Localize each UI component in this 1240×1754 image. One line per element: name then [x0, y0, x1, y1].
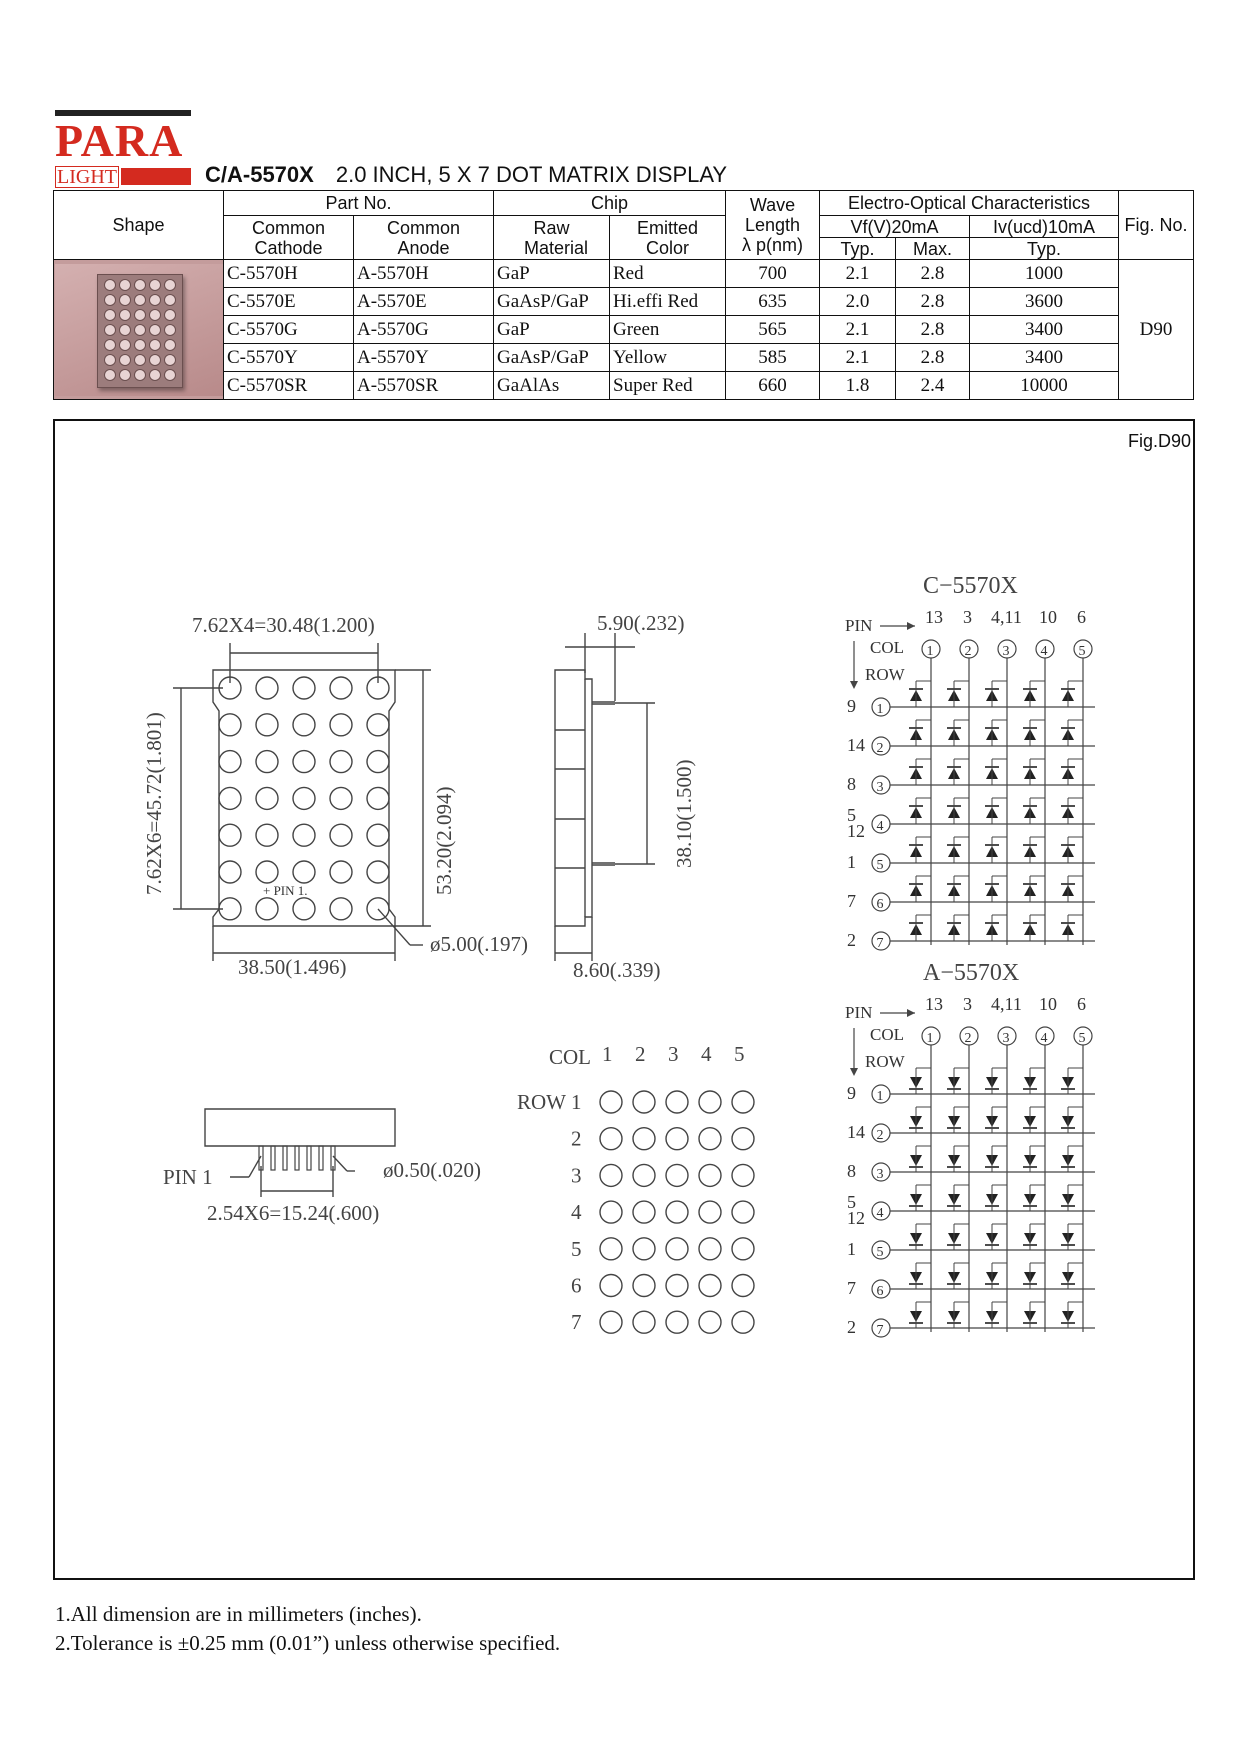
col-pin-num: 4,11 [991, 994, 1022, 1014]
row-pin-num: 1 [847, 852, 856, 872]
cell-color: Yellow [610, 344, 726, 372]
schematic-pin-label: PIN [845, 616, 873, 635]
cell-color: Super Red [610, 372, 726, 400]
row-pin-num: 14 [847, 735, 865, 755]
dotmap-dot [732, 1201, 754, 1223]
dim-side-height: 38.10(1.500) [672, 759, 696, 868]
row-pin-num: 12 [847, 1208, 865, 1228]
dotmap-dot [633, 1275, 655, 1297]
dotmap-dot [666, 1275, 688, 1297]
cell-wave: 635 [726, 288, 820, 316]
front-dot [367, 898, 389, 920]
dotmap-dot [666, 1201, 688, 1223]
cell-vf-max: 2.4 [896, 372, 970, 400]
dotmap-dot [666, 1238, 688, 1260]
header-emitted-color: Emitted Color [610, 216, 726, 260]
header-part-no: Part No. [224, 191, 494, 216]
photo-dot [164, 279, 176, 291]
col-pin-num: 10 [1039, 994, 1057, 1014]
cell-material: GaAsP/GaP [494, 344, 610, 372]
col-pin-num: 6 [1077, 994, 1086, 1014]
dotmap-dot [732, 1275, 754, 1297]
dotmap-dot [600, 1091, 622, 1113]
col-num: 2 [964, 644, 972, 659]
cell-cathode: C-5570H [224, 260, 354, 288]
photo-dot [119, 294, 131, 306]
cell-vf-max: 2.8 [896, 260, 970, 288]
col-pin-num: 13 [925, 994, 943, 1014]
dotmap-dot [600, 1238, 622, 1260]
schematic-col-label: COL [870, 638, 904, 657]
cell-vf-typ: 2.1 [820, 260, 896, 288]
col-num: 5 [1078, 644, 1086, 659]
cell-anode: A-5570G [354, 316, 494, 344]
cell-anode: A-5570H [354, 260, 494, 288]
dotmap-dot [600, 1164, 622, 1186]
schematic-row-label: ROW [865, 1052, 905, 1071]
dotmap-dot [666, 1164, 688, 1186]
header-vf-typ: Typ. [820, 238, 896, 260]
brand-name: PARA [55, 115, 184, 166]
dotmap-dot [732, 1311, 754, 1333]
front-dot [219, 714, 241, 736]
cell-vf-max: 2.8 [896, 344, 970, 372]
cell-material: GaP [494, 316, 610, 344]
col-num: 1 [926, 1031, 934, 1046]
dotmap-dot [699, 1275, 721, 1297]
row-pin-num: 9 [847, 1083, 856, 1103]
photo-dot [149, 354, 161, 366]
schematic-common-anode [845, 960, 1095, 1338]
front-dot [219, 861, 241, 883]
row-pin-num: 7 [847, 1278, 856, 1298]
photo-dot [134, 339, 146, 351]
photo-dot [104, 369, 116, 381]
col-num: 5 [1078, 1031, 1086, 1046]
dotmap-col-num: 3 [668, 1042, 679, 1066]
dotmap-dot [600, 1311, 622, 1333]
cell-material: GaAlAs [494, 372, 610, 400]
header-iv: Iv(ucd)10mA [970, 216, 1119, 238]
header-vf-max: Max. [896, 238, 970, 260]
dotmap-row-num: 3 [571, 1163, 582, 1188]
row-pin-num: 9 [847, 696, 856, 716]
dotmap-dot [699, 1311, 721, 1333]
col-pin-num: 4,11 [991, 607, 1022, 627]
cell-wave: 660 [726, 372, 820, 400]
row-arrow-head [850, 1068, 858, 1076]
pin-view-pins [259, 1146, 335, 1170]
title-desc: 2.0 INCH, 5 X 7 DOT MATRIX DISPLAY [335, 162, 728, 187]
dotmap-row-num: 2 [571, 1126, 582, 1151]
row-num: 2 [876, 1128, 884, 1143]
pin-view-body [205, 1109, 395, 1146]
schematic-common-cathode [845, 573, 1095, 951]
cell-cathode: C-5570E [224, 288, 354, 316]
row-num: 2 [876, 741, 884, 756]
row-num: 6 [876, 897, 884, 912]
dotmap-dot [699, 1238, 721, 1260]
photo-dot [104, 339, 116, 351]
cell-wave: 565 [726, 316, 820, 344]
header-wave-length [726, 191, 820, 260]
row-arrow-head [850, 681, 858, 689]
row-num: 5 [876, 858, 884, 873]
cell-wave: 700 [726, 260, 820, 288]
front-dot [256, 898, 278, 920]
photo-dot [149, 324, 161, 336]
photo-dot [164, 309, 176, 321]
dotmap-dot [732, 1238, 754, 1260]
dotmap-grid [571, 1042, 754, 1334]
dotmap-dot [600, 1128, 622, 1150]
front-dot [293, 861, 315, 883]
photo-dot [134, 309, 146, 321]
photo-dot [149, 309, 161, 321]
front-dot [330, 861, 352, 883]
schematic-col-label: COL [870, 1025, 904, 1044]
side-view-outline [555, 670, 592, 926]
dotmap-dot [732, 1164, 754, 1186]
row-num: 7 [876, 1323, 884, 1338]
dotmap-dot [600, 1275, 622, 1297]
header-raw-material: Raw Material [494, 216, 610, 260]
photo-dot [119, 309, 131, 321]
photo-dot [119, 279, 131, 291]
front-dot [330, 751, 352, 773]
front-dot [293, 824, 315, 846]
dim-pin-diameter: ø0.50(.020) [383, 1158, 481, 1182]
pin-lead [307, 1146, 311, 1170]
dim-left-height: 7.62X6=45.72(1.801) [142, 712, 166, 895]
cell-vf-typ: 1.8 [820, 372, 896, 400]
brand-sub: LIGHT [57, 166, 117, 188]
photo-dot [149, 294, 161, 306]
dotmap-dot [699, 1201, 721, 1223]
cell-color: Green [610, 316, 726, 344]
photo-dot [164, 354, 176, 366]
header-electro-optical: Electro-Optical Characteristics [820, 191, 1119, 216]
drawing [55, 421, 1193, 1578]
row-num: 3 [876, 780, 884, 795]
row-pin-num: 2 [847, 1317, 856, 1337]
front-dot [293, 751, 315, 773]
header-fig-no: Fig. No. [1119, 191, 1194, 260]
photo-dot [104, 279, 116, 291]
front-dot [330, 714, 352, 736]
pin-lead [283, 1146, 287, 1170]
cell-material: GaAsP/GaP [494, 288, 610, 316]
row-pin-num: 8 [847, 774, 856, 794]
cell-iv-typ: 10000 [970, 372, 1119, 400]
row-num: 5 [876, 1245, 884, 1260]
dotmap-dot [633, 1128, 655, 1150]
col-pin-num: 10 [1039, 607, 1057, 627]
front-dot [256, 751, 278, 773]
figure-frame [53, 419, 1195, 1580]
dotmap-dot [633, 1201, 655, 1223]
front-dot [256, 677, 278, 699]
front-dot [330, 677, 352, 699]
wave-length-unit: λ p(nm) [741, 235, 803, 255]
front-dot [219, 824, 241, 846]
cell-cathode: C-5570G [224, 316, 354, 344]
dotmap-dot [699, 1128, 721, 1150]
dotmap-col-num: 4 [701, 1042, 712, 1066]
cell-iv-typ: 1000 [970, 260, 1119, 288]
photo-dot [104, 309, 116, 321]
schematic-row-label: ROW [865, 665, 905, 684]
dim-dot-diameter: ø5.00(.197) [430, 932, 528, 956]
dotmap-col-num: 2 [635, 1042, 646, 1066]
row-pin-num: 14 [847, 1122, 865, 1142]
header-common-anode: Common Anode [354, 216, 494, 260]
front-dot [256, 824, 278, 846]
note-1: 1.All dimension are in millimeters (inches). [55, 1602, 422, 1626]
dotmap-dot [699, 1091, 721, 1113]
photo-dot [164, 324, 176, 336]
dotmap-col-label: COL [549, 1045, 591, 1069]
front-dot [256, 714, 278, 736]
dotmap-dot [633, 1238, 655, 1260]
row-pin-num: 12 [847, 821, 865, 841]
pin-lead [271, 1146, 275, 1170]
front-dot [330, 787, 352, 809]
row-pin-num: 7 [847, 891, 856, 911]
row-pin-num: 5 [847, 805, 856, 825]
row-num: 7 [876, 936, 884, 951]
cell-anode: A-5570E [354, 288, 494, 316]
dim-right-height: 53.20(2.094) [432, 786, 456, 895]
col-pin-num: 3 [963, 994, 972, 1014]
wave-length-label: Wave Length [744, 195, 801, 235]
row-num: 1 [876, 702, 884, 717]
col-num: 3 [1002, 1031, 1010, 1046]
note-2: 2.Tolerance is ±0.25 mm (0.01”) unless otherwise specified. [55, 1631, 561, 1655]
front-dot [256, 787, 278, 809]
page-title [205, 162, 727, 188]
row-pin-num: 2 [847, 930, 856, 950]
dotmap-dot [732, 1128, 754, 1150]
photo-dot [134, 294, 146, 306]
col-pin-num: 3 [963, 607, 972, 627]
header-common-cathode: Common Cathode [224, 216, 354, 260]
cell-wave: 585 [726, 344, 820, 372]
dotmap-col-num: 5 [734, 1042, 745, 1066]
photo-dot [104, 354, 116, 366]
photo-dot [134, 369, 146, 381]
row-num: 4 [876, 1206, 884, 1221]
front-dot [219, 787, 241, 809]
dotmap-dot [732, 1091, 754, 1113]
row-pin-num: 5 [847, 1192, 856, 1212]
dotmap-dot [699, 1164, 721, 1186]
cell-vf-typ: 2.1 [820, 344, 896, 372]
notes [55, 1600, 560, 1658]
dotmap-row-num: 1 [571, 1090, 582, 1114]
dotmap-dot [633, 1091, 655, 1113]
col-num: 4 [1040, 1031, 1048, 1046]
dotmap-dot [600, 1201, 622, 1223]
photo-dot [134, 279, 146, 291]
row-pin-num: 8 [847, 1161, 856, 1181]
header-chip: Chip [494, 191, 726, 216]
cell-iv-typ: 3400 [970, 316, 1119, 344]
dotmap-dot [633, 1164, 655, 1186]
dotmap-dot [633, 1311, 655, 1333]
schematic-title: A−5570X [923, 960, 1020, 986]
photo-dot [134, 354, 146, 366]
front-dot [367, 714, 389, 736]
header-iv-typ: Typ. [970, 238, 1119, 260]
figure-label: Fig.D90 [1127, 431, 1191, 451]
front-dot [330, 898, 352, 920]
front-dot [293, 714, 315, 736]
col-num: 4 [1040, 644, 1048, 659]
cell-fig-no: D90 [1119, 260, 1194, 400]
shape-photo [54, 260, 224, 400]
title-code: C/A-5570X [205, 162, 314, 187]
dotmap-dot [666, 1091, 688, 1113]
photo-dot [149, 339, 161, 351]
photo-dot [119, 354, 131, 366]
cell-cathode: C-5570Y [224, 344, 354, 372]
cell-anode: A-5570Y [354, 344, 494, 372]
photo-dot [119, 324, 131, 336]
photo-dot [104, 324, 116, 336]
dotmap-row-num: 4 [571, 1200, 582, 1225]
front-dot [367, 861, 389, 883]
pin-arrow-head [907, 1009, 915, 1017]
front-dot [219, 751, 241, 773]
dotmap-col-num: 1 [602, 1042, 613, 1066]
dotmap-row-num: 5 [571, 1236, 582, 1261]
cell-material: GaP [494, 260, 610, 288]
dim-side-top: 5.90(.232) [597, 611, 685, 635]
dim-pin-pitch: 2.54X6=15.24(.600) [207, 1201, 380, 1225]
col-num: 3 [1002, 644, 1010, 659]
photo-dot [164, 294, 176, 306]
cell-color: Hi.effi Red [610, 288, 726, 316]
col-num: 2 [964, 1031, 972, 1046]
photo-dot [149, 369, 161, 381]
header-vf: Vf(V)20mA [820, 216, 970, 238]
cell-vf-max: 2.8 [896, 316, 970, 344]
dotmap-dot [666, 1311, 688, 1333]
dim-top-width: 7.62X4=30.48(1.200) [192, 613, 375, 637]
pin-lead [295, 1146, 299, 1170]
front-dot [293, 787, 315, 809]
photo-dot [164, 369, 176, 381]
cell-iv-typ: 3600 [970, 288, 1119, 316]
front-dot [293, 677, 315, 699]
cell-iv-typ: 3400 [970, 344, 1119, 372]
photo-dot [149, 279, 161, 291]
photo-dot [104, 294, 116, 306]
cell-color: Red [610, 260, 726, 288]
row-num: 6 [876, 1284, 884, 1299]
dotmap-row-num: 7 [571, 1310, 582, 1335]
pin1-mark: + PIN 1. [263, 883, 308, 898]
dotmap-dot [666, 1128, 688, 1150]
row-num: 1 [876, 1089, 884, 1104]
dim-bottom-width: 38.50(1.496) [238, 955, 347, 979]
front-dot [256, 861, 278, 883]
photo-dot [164, 339, 176, 351]
brand-logo [55, 110, 191, 186]
pin-lead [319, 1146, 323, 1170]
front-dot [293, 898, 315, 920]
dotmap-row-label: ROW [517, 1090, 566, 1114]
row-pin-num: 1 [847, 1239, 856, 1259]
dim-side-bottom: 8.60(.339) [573, 958, 661, 982]
cell-cathode: C-5570SR [224, 372, 354, 400]
photo-dot [134, 324, 146, 336]
front-dot [330, 824, 352, 846]
dotmap-row-num: 6 [571, 1273, 582, 1298]
col-pin-num: 6 [1077, 607, 1086, 627]
row-num: 4 [876, 819, 884, 834]
photo-dot [119, 339, 131, 351]
schematic-pin-label: PIN [845, 1003, 873, 1022]
cell-vf-typ: 2.0 [820, 288, 896, 316]
row-num: 3 [876, 1167, 884, 1182]
front-dot [367, 751, 389, 773]
pin1-label: PIN 1 [163, 1165, 213, 1189]
spec-table [53, 190, 1194, 400]
front-dot [367, 824, 389, 846]
cell-vf-max: 2.8 [896, 288, 970, 316]
cell-vf-typ: 2.1 [820, 316, 896, 344]
cell-anode: A-5570SR [354, 372, 494, 400]
col-num: 1 [926, 644, 934, 659]
front-dot [367, 787, 389, 809]
schematic-title: C−5570X [923, 573, 1018, 599]
photo-dot [119, 369, 131, 381]
col-pin-num: 13 [925, 607, 943, 627]
header-shape: Shape [54, 191, 224, 260]
pin-arrow-head [907, 622, 915, 630]
